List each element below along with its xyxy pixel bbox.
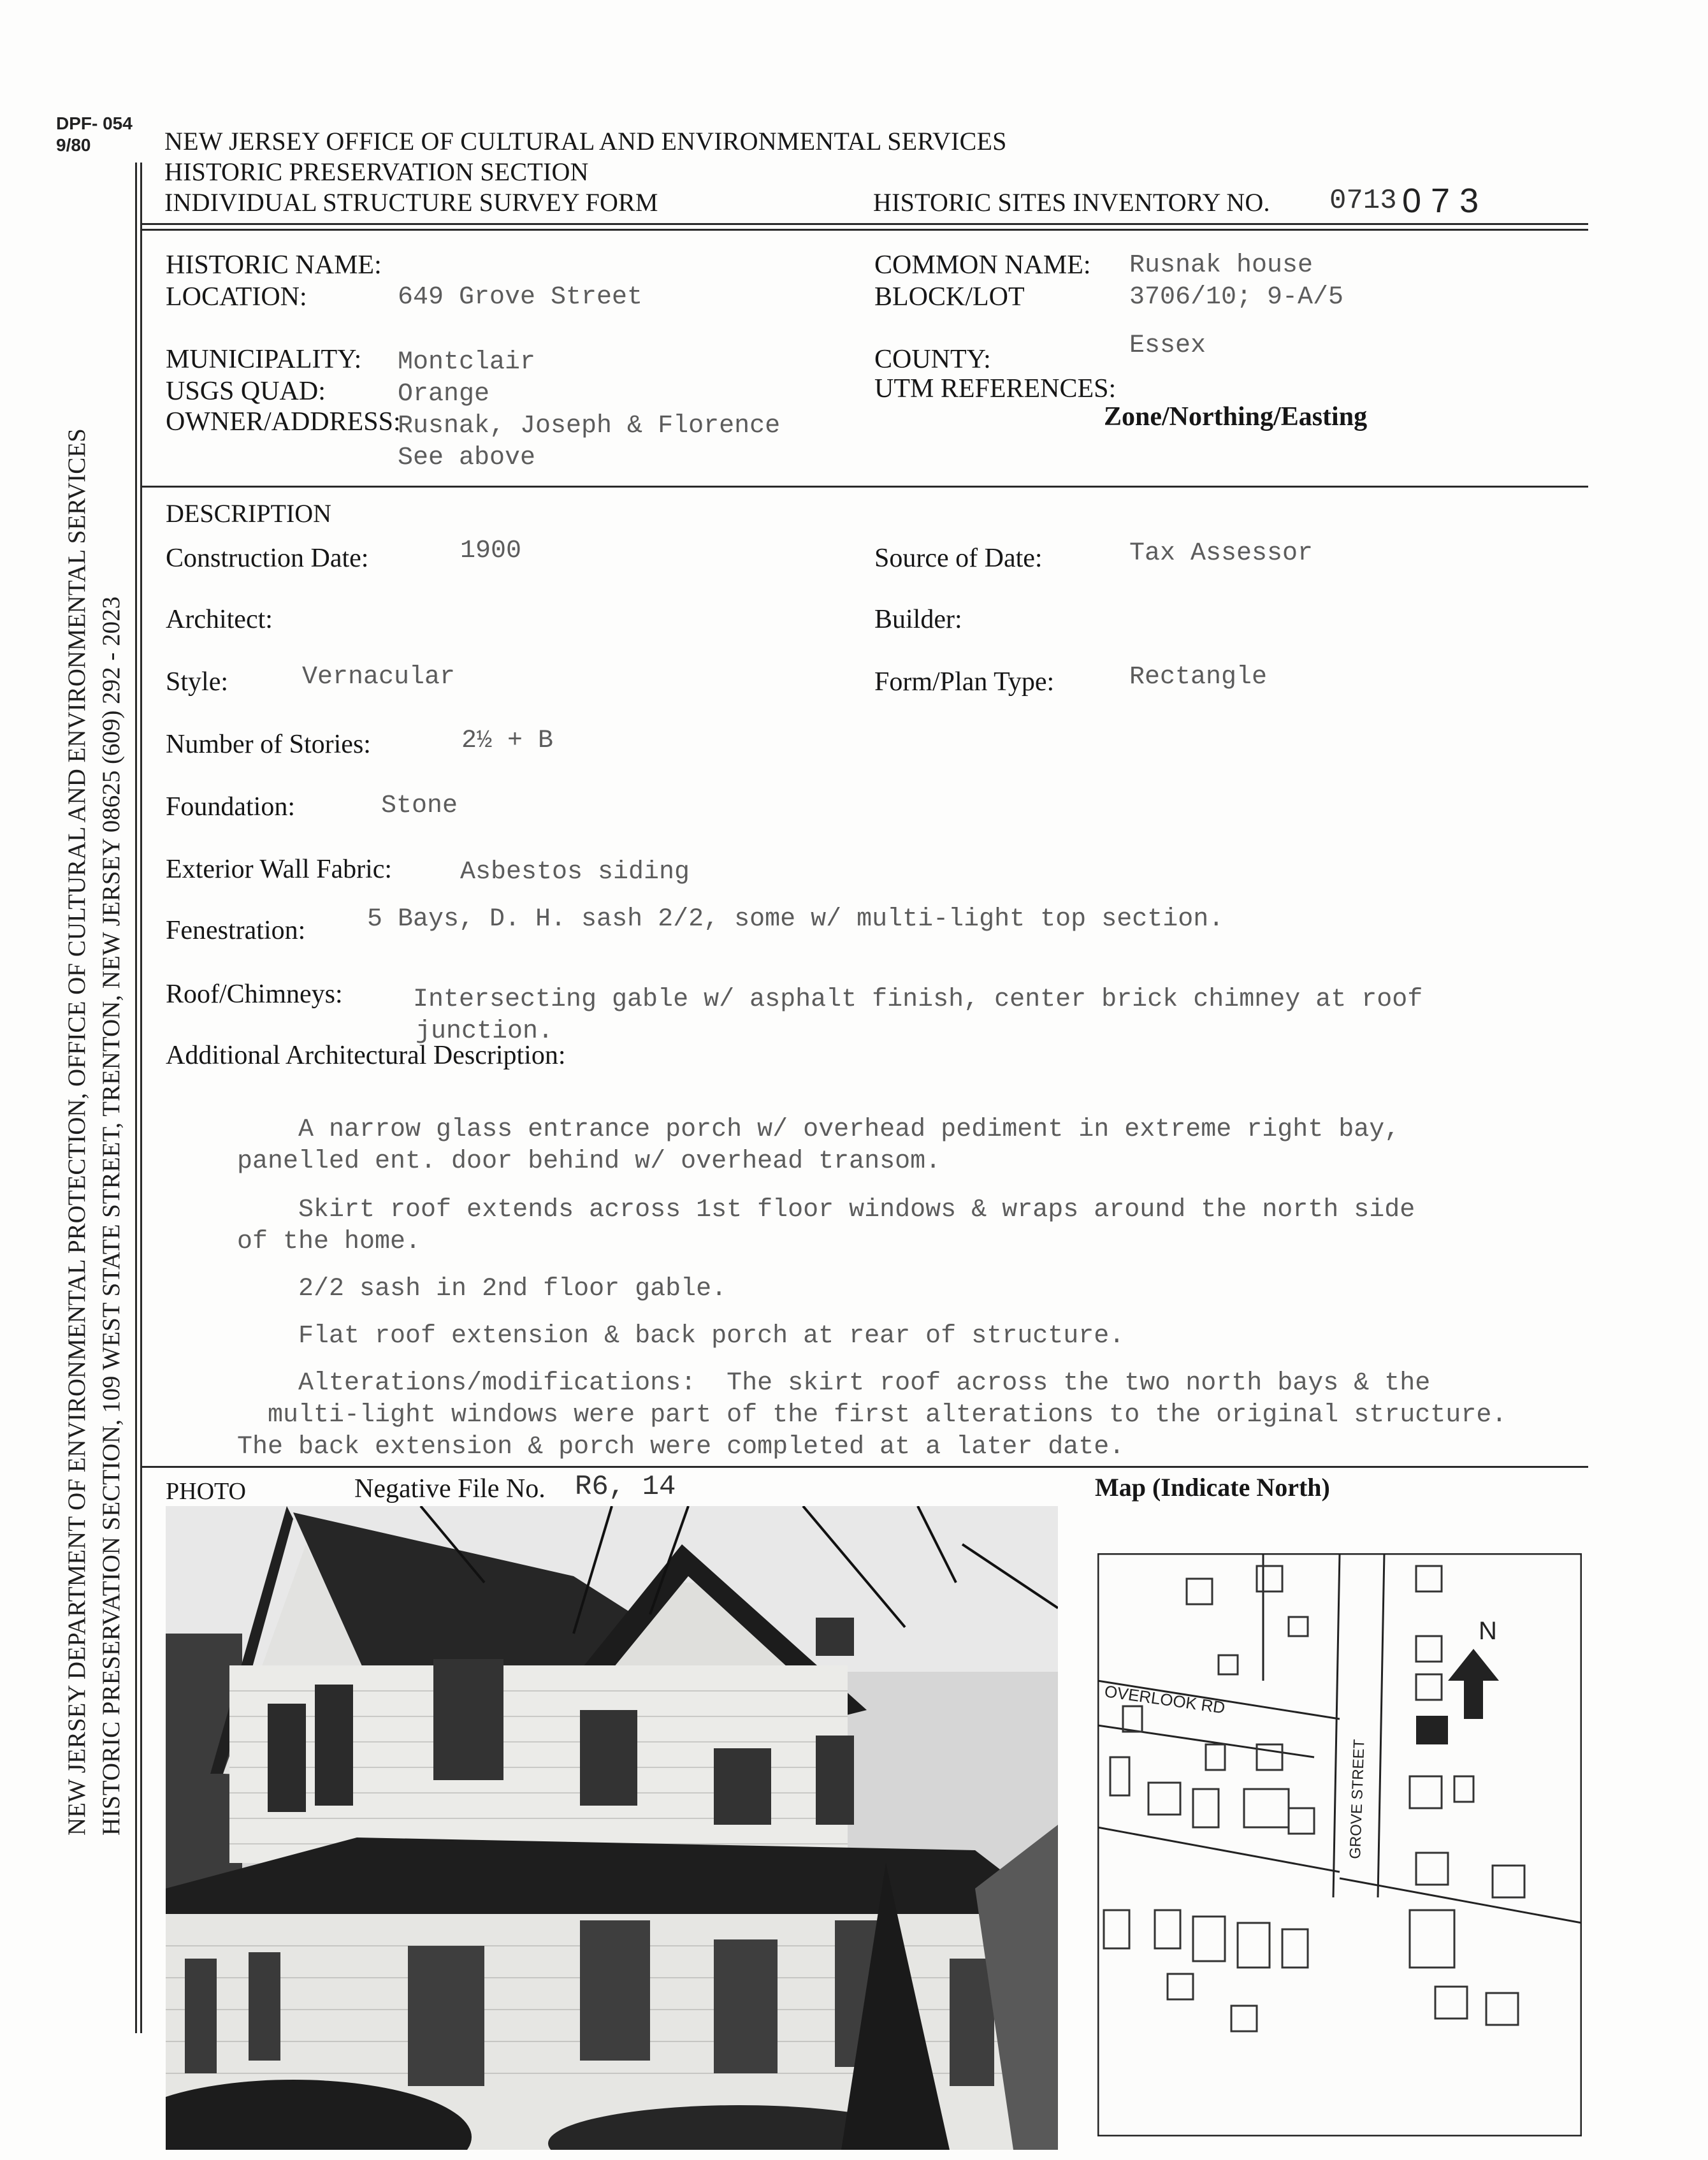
stories-value: 2½ + B bbox=[461, 727, 554, 755]
additional-description-label: Additional Architectural Description: bbox=[166, 1041, 566, 1070]
utm-subheading: Zone/Northing/Easting bbox=[1104, 402, 1368, 431]
description-rule bbox=[141, 1466, 1588, 1468]
p1-line-1: A narrow glass entrance porch w/ overhead pediment in extreme right bay, bbox=[237, 1115, 1400, 1144]
site-map-sketch bbox=[1097, 1553, 1582, 2136]
form-id: DPF- 054 bbox=[56, 113, 133, 133]
inventory-suffix: 0 7 3 bbox=[1402, 182, 1479, 220]
source-of-date-value: Tax Assessor bbox=[1129, 539, 1314, 568]
block-lot-label: BLOCK/LOT bbox=[874, 282, 1025, 312]
style-label: Style: bbox=[166, 667, 229, 697]
p5-line-1: Alterations/modifications: The skirt roof across the two north bays & the bbox=[237, 1369, 1431, 1398]
fenestration-value: 5 Bays, D. H. sash 2/2, some w/ multi-light top section. bbox=[367, 905, 1224, 934]
header-rule-1 bbox=[141, 223, 1588, 225]
photo-label: PHOTO bbox=[166, 1478, 246, 1505]
p3-line: 2/2 sash in 2nd floor gable. bbox=[237, 1275, 727, 1303]
inventory-number: 0713 bbox=[1329, 185, 1397, 217]
description-heading: DESCRIPTION bbox=[166, 499, 332, 528]
sidebar-line-2: HISTORIC PRESERVATION SECTION, 109 WEST STATE STREET, TRENTON, NEW JERSEY 08625 (609) 292 - 2023 bbox=[98, 596, 125, 1836]
utm-label: UTM REFERENCES: bbox=[874, 374, 1117, 403]
house-photo bbox=[166, 1506, 1058, 2150]
owner-address-value: See above bbox=[398, 444, 536, 472]
style-value: Vernacular bbox=[302, 663, 456, 692]
foundation-value: Stone bbox=[381, 792, 458, 820]
site-map bbox=[1097, 1553, 1582, 2136]
left-rule-outer bbox=[135, 163, 137, 2033]
house-photo-illustration bbox=[166, 1506, 1058, 2150]
usgs-quad-value: Orange bbox=[398, 380, 490, 409]
usgs-quad-label: USGS QUAD: bbox=[166, 377, 326, 406]
municipality-value: Montclair bbox=[398, 348, 536, 377]
wall-fabric-label: Exterior Wall Fabric: bbox=[166, 855, 393, 884]
owner-value: Rusnak, Joseph & Florence bbox=[398, 412, 781, 440]
architect-label: Architect: bbox=[166, 605, 273, 634]
roof-value-line-1: Intersecting gable w/ asphalt finish, center brick chimney at roof bbox=[413, 985, 1423, 1014]
stories-label: Number of Stories: bbox=[166, 730, 371, 759]
block-lot-value: 3706/10; 9-A/5 bbox=[1129, 283, 1344, 312]
office-title: NEW JERSEY OFFICE OF CULTURAL AND ENVIRONMENTAL SERVICES bbox=[164, 127, 1007, 156]
inventory-label: HISTORIC SITES INVENTORY NO. bbox=[873, 188, 1270, 217]
wall-fabric-value: Asbestos siding bbox=[460, 858, 690, 887]
p5-line-2: multi-light windows were part of the first alterations to the original structure. bbox=[237, 1401, 1507, 1430]
negative-file-number: R6, 14 bbox=[575, 1471, 676, 1503]
fenestration-label: Fenestration: bbox=[166, 916, 306, 945]
identity-rule bbox=[141, 486, 1588, 488]
additional-paragraph-5 bbox=[237, 1336, 1507, 1463]
county-label: COUNTY: bbox=[874, 345, 991, 374]
county-value: Essex bbox=[1129, 331, 1206, 360]
form-plan-value: Rectangle bbox=[1129, 663, 1268, 692]
map-label: Map (Indicate North) bbox=[1095, 1473, 1330, 1502]
map-street-grove: GROVE STREET bbox=[1347, 1739, 1368, 1860]
historic-name-label: HISTORIC NAME: bbox=[166, 250, 382, 280]
map-street-overlook: OVERLOOK RD bbox=[1103, 1681, 1227, 1718]
negative-file-label: Negative File No. bbox=[354, 1474, 546, 1504]
left-rule-inner bbox=[140, 163, 142, 2033]
construction-date-value: 1900 bbox=[460, 537, 522, 565]
location-value: 649 Grove Street bbox=[398, 283, 643, 312]
source-of-date-label: Source of Date: bbox=[874, 544, 1043, 573]
section-title: HISTORIC PRESERVATION SECTION bbox=[164, 157, 589, 186]
p1-line-2: panelled ent. door behind w/ overhead transom. bbox=[237, 1147, 941, 1176]
form-date: 9/80 bbox=[56, 135, 91, 155]
map-north-label: N bbox=[1479, 1617, 1497, 1645]
roof-label: Roof/Chimneys: bbox=[166, 980, 343, 1009]
p2-line-2: of the home. bbox=[237, 1228, 421, 1256]
p2-line-1: Skirt roof extends across 1st floor windows & wraps around the north side bbox=[237, 1196, 1415, 1224]
builder-label: Builder: bbox=[874, 605, 962, 634]
construction-date-label: Construction Date: bbox=[166, 544, 369, 573]
p5-line-3: The back extension & porch were completed at a later date. bbox=[237, 1433, 1125, 1461]
header-rule-2 bbox=[141, 229, 1588, 231]
p4-line: Flat roof extension & back porch at rear of structure. bbox=[237, 1322, 1125, 1351]
owner-label: OWNER/ADDRESS: bbox=[166, 407, 401, 437]
form-name: INDIVIDUAL STRUCTURE SURVEY FORM bbox=[164, 188, 658, 217]
sidebar-line-1: NEW JERSEY DEPARTMENT OF ENVIRONMENTAL PROTECTION, OFFICE OF CULTURAL AND ENVIRONMENTAL SERVICES bbox=[63, 428, 90, 1836]
common-name-label: COMMON NAME: bbox=[874, 250, 1091, 280]
location-label: LOCATION: bbox=[166, 282, 307, 312]
municipality-label: MUNICIPALITY: bbox=[166, 345, 362, 374]
form-plan-label: Form/Plan Type: bbox=[874, 667, 1055, 697]
roof-value-line-2: junction. bbox=[416, 1017, 554, 1046]
foundation-label: Foundation: bbox=[166, 792, 296, 822]
common-name-value: Rusnak house bbox=[1129, 251, 1314, 280]
